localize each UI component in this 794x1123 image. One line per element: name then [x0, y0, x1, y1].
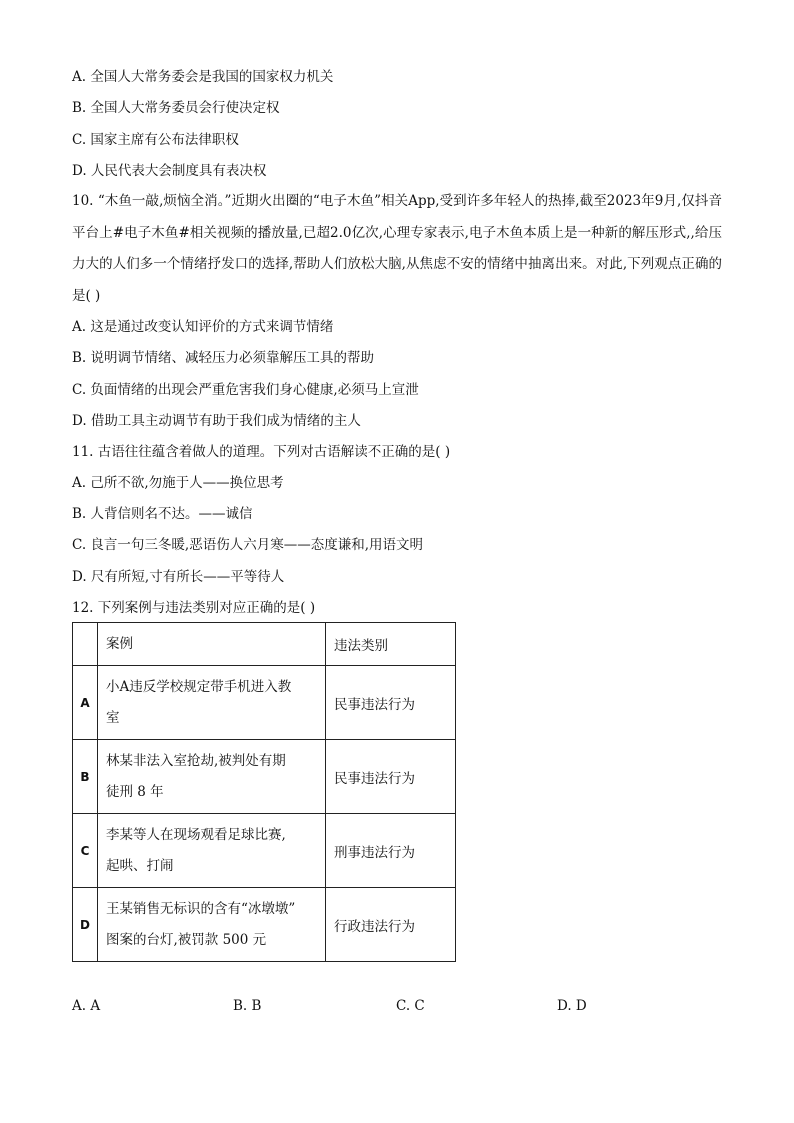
row-case-line2: 起哄、打闹 — [106, 857, 174, 874]
table-row — [73, 814, 456, 888]
q12-case-table — [72, 622, 456, 962]
q9-option-b: B. 全国人大常务委员会行使决定权 — [72, 100, 280, 116]
q11-option-a: A. 己所不欲,勿施于人——换位思考 — [72, 475, 284, 491]
q11-option-d: D. 尺有所短,寸有所长——平等待人 — [72, 569, 285, 585]
q12-stem: 12. 下列案例与违法类别对应正确的是( ) — [72, 600, 316, 616]
row-case — [98, 740, 326, 814]
table-header-case: 案例 — [98, 623, 326, 666]
row-type: 民事违法行为 — [326, 740, 456, 814]
table-header-blank — [73, 623, 98, 666]
row-letter: B — [73, 740, 98, 814]
row-type: 刑事违法行为 — [326, 814, 456, 888]
q10-option-c: C. 负面情绪的出现会严重危害我们身心健康,必须马上宣泄 — [72, 382, 419, 398]
q11-stem: 11. 古语往往蕴含着做人的道理。下列对古语解读不正确的是( ) — [72, 444, 451, 460]
row-type: 民事违法行为 — [326, 666, 456, 740]
table-row — [73, 666, 456, 740]
row-case-line1: 林某非法入室抢劫,被判处有期 — [106, 752, 286, 769]
row-letter: A — [73, 666, 98, 740]
row-case-line2: 徒刑 8 年 — [106, 783, 164, 800]
q10-option-d: D. 借助工具主动调节有助于我们成为情绪的主人 — [72, 413, 361, 429]
row-letter: D — [73, 888, 98, 962]
q11-option-b: B. 人背信则名不达。——诚信 — [72, 506, 253, 522]
table-row — [73, 740, 456, 814]
q12-answer-c: C. C — [396, 998, 425, 1014]
q9-option-a: A. 全国人大常务委会是我国的国家权力机关 — [72, 69, 334, 85]
row-case — [98, 666, 326, 740]
row-letter: C — [73, 814, 98, 888]
q10-option-b: B. 说明调节情绪、减轻压力必须靠解压工具的帮助 — [72, 350, 375, 366]
row-case — [98, 888, 326, 962]
table-header-row — [73, 623, 456, 666]
q12-answer-a: A. A — [72, 998, 101, 1014]
row-case-line1: 小A违反学校规定带手机进入教 — [106, 678, 292, 695]
q9-option-d: D. 人民代表大会制度具有表决权 — [72, 163, 267, 179]
q10-stem: 10. “木鱼一敲,烦恼全消。”近期火出圈的“电子木鱼”相关App,受到许多年轻人的热捧,截至2023年9月,仅抖音平台上#电子木鱼#相关视频的播放量,已超2.0亿次,心理专家表示,电子木鱼本质上是一种新的解压形式,,给压力大的人们多一个情绪抒发口的选择,帮助人们放松大脑,从焦虑不安的情绪中抽离出来。对此,下列观点正确的是( ) — [72, 193, 722, 304]
q11-option-c: C. 良言一句三冬暖,恶语伤人六月寒——态度谦和,用语文明 — [72, 537, 424, 553]
row-case — [98, 814, 326, 888]
q10-option-a: A. 这是通过改变认知评价的方式来调节情绪 — [72, 319, 334, 335]
q12-answer-b: B. B — [233, 998, 262, 1014]
table-row — [73, 888, 456, 962]
q12-answer-d: D. D — [557, 998, 587, 1014]
table-header-type: 违法类别 — [326, 623, 456, 666]
q9-option-c: C. 国家主席有公布法律职权 — [72, 132, 239, 148]
row-type: 行政违法行为 — [326, 888, 456, 962]
row-case-line2: 图案的台灯,被罚款 500 元 — [106, 931, 267, 948]
row-case-line1: 李某等人在现场观看足球比赛, — [106, 826, 286, 843]
row-case-line2: 室 — [106, 709, 120, 726]
row-case-line1: 王某销售无标识的含有“冰墩墩” — [106, 900, 296, 917]
q12-answer-options — [0, 998, 794, 1016]
